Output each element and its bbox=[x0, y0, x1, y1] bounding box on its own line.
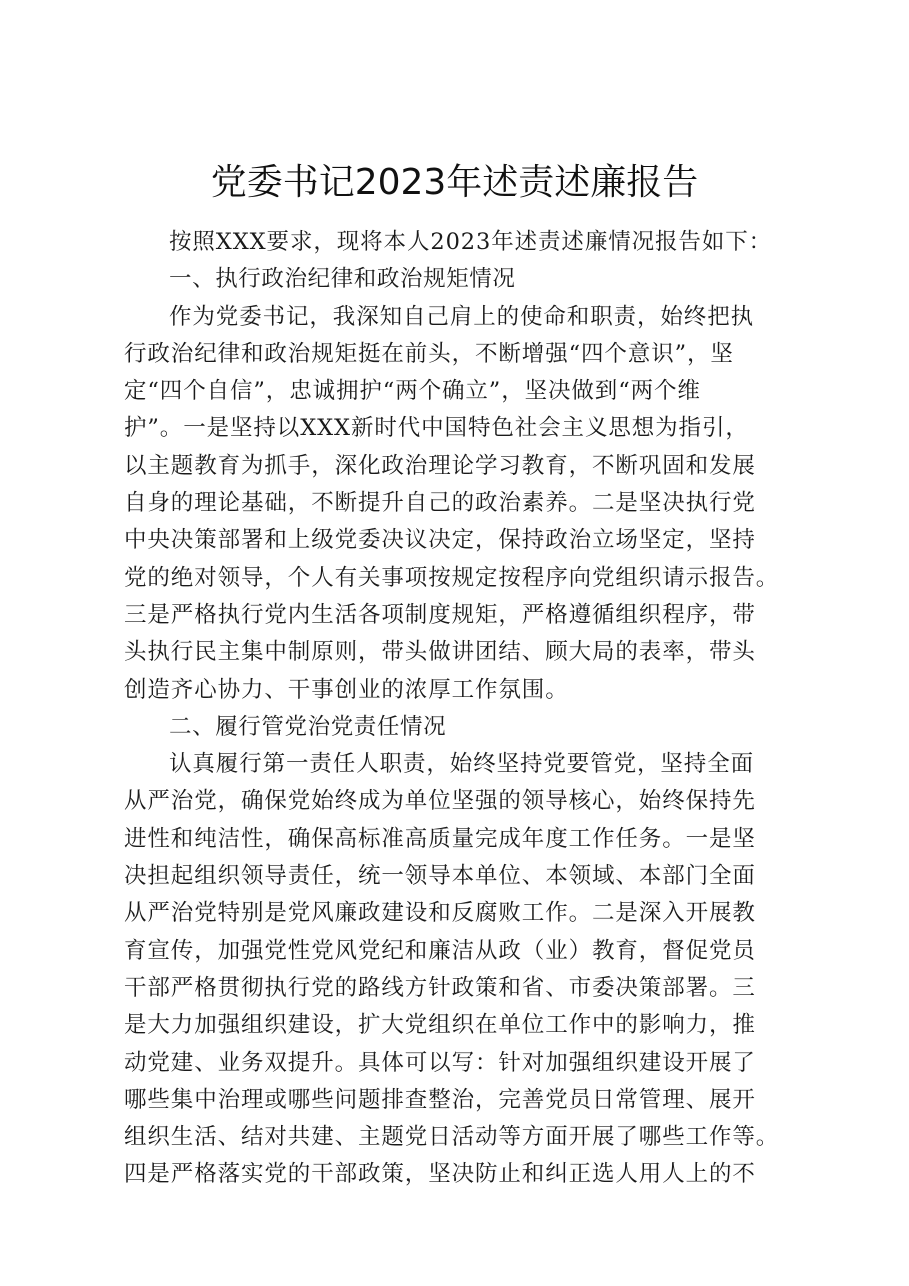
paragraph-line: 创造齐心协力、干事创业的浓厚工作氛围。 bbox=[124, 676, 569, 703]
paragraph-line: 三是严格执行党内生活各项制度规矩，严格遵循组织程序，带 bbox=[124, 601, 756, 628]
section-heading-1: 一、执行政治纪律和政治规矩情况 bbox=[169, 266, 516, 293]
section-heading-2: 二、履行管党治党责任情况 bbox=[169, 713, 447, 740]
paragraph-line: 头执行民主集中制原则，带头做讲团结、顾大局的表率，带头 bbox=[124, 639, 756, 666]
section-1-paragraph bbox=[124, 299, 804, 709]
paragraph-line: 哪些集中治理或哪些问题排查整治，完善党员日常管理、展开 bbox=[124, 1086, 756, 1113]
document-title: 党委书记2023年述责述廉报告 bbox=[210, 162, 699, 203]
paragraph-line: 动党建、业务双提升。具体可以写：针对加强组织建设开展了 bbox=[124, 1049, 756, 1076]
document-body bbox=[124, 224, 804, 1194]
paragraph-line: 中央决策部署和上级党委决议决定，保持政治立场坚定，坚持 bbox=[124, 527, 756, 554]
paragraph-line: 认真履行第一责任人职责，始终坚持党要管党，坚持全面 bbox=[169, 751, 755, 778]
paragraph-line: 四是严格落实党的干部政策，坚决防止和纠正选人用人上的不 bbox=[124, 1161, 756, 1188]
paragraph-line: 行政治纪律和政治规矩挺在前头，不断增强“四个意识”，坚 bbox=[124, 340, 734, 367]
paragraph-line: 组织生活、结对共建、主题党日活动等方面开展了哪些工作等。 bbox=[124, 1124, 780, 1151]
paragraph-line: 进性和纯洁性，确保高标准高质量完成年度工作任务。一是坚 bbox=[124, 825, 756, 852]
paragraph-line: 党的绝对领导，个人有关事项按规定按程序向党组织请示报告。 bbox=[124, 564, 780, 591]
intro-paragraph: 按照XXX要求，现将本人2023年述责述廉情况报告如下： bbox=[169, 229, 773, 255]
paragraph-line: 定“四个自信”，忠诚拥护“两个确立”，坚决做到“两个维 bbox=[124, 378, 701, 405]
paragraph-line: 自身的理论基础，不断提升自己的政治素养。二是坚决执行党 bbox=[124, 490, 756, 517]
paragraph-line: 干部严格贯彻执行党的路线方针政策和省、市委决策部署。三 bbox=[124, 974, 756, 1001]
paragraph-line: 育宣传，加强党性党风党纪和廉洁从政（业）教育，督促党员 bbox=[124, 937, 756, 964]
paragraph-line: 护”。一是坚持以XXX新时代中国特色社会主义思想为指引， bbox=[124, 415, 749, 442]
paragraph-line: 从严治党，确保党始终成为单位坚强的领导核心，始终保持先 bbox=[124, 788, 756, 815]
paragraph-line: 作为党委书记，我深知自己肩上的使命和职责，始终把执 bbox=[169, 303, 755, 330]
section-2-paragraph bbox=[124, 746, 804, 1194]
paragraph-line: 从严治党特别是党风廉政建设和反腐败工作。二是深入开展教 bbox=[124, 900, 756, 927]
paragraph-line: 是大力加强组织建设，扩大党组织在单位工作中的影响力，推 bbox=[124, 1012, 756, 1039]
paragraph-line: 以主题教育为抓手，深化政治理论学习教育，不断巩固和发展 bbox=[124, 452, 756, 479]
paragraph-line: 决担起组织领导责任，统一领导本单位、本领域、本部门全面 bbox=[124, 863, 756, 890]
